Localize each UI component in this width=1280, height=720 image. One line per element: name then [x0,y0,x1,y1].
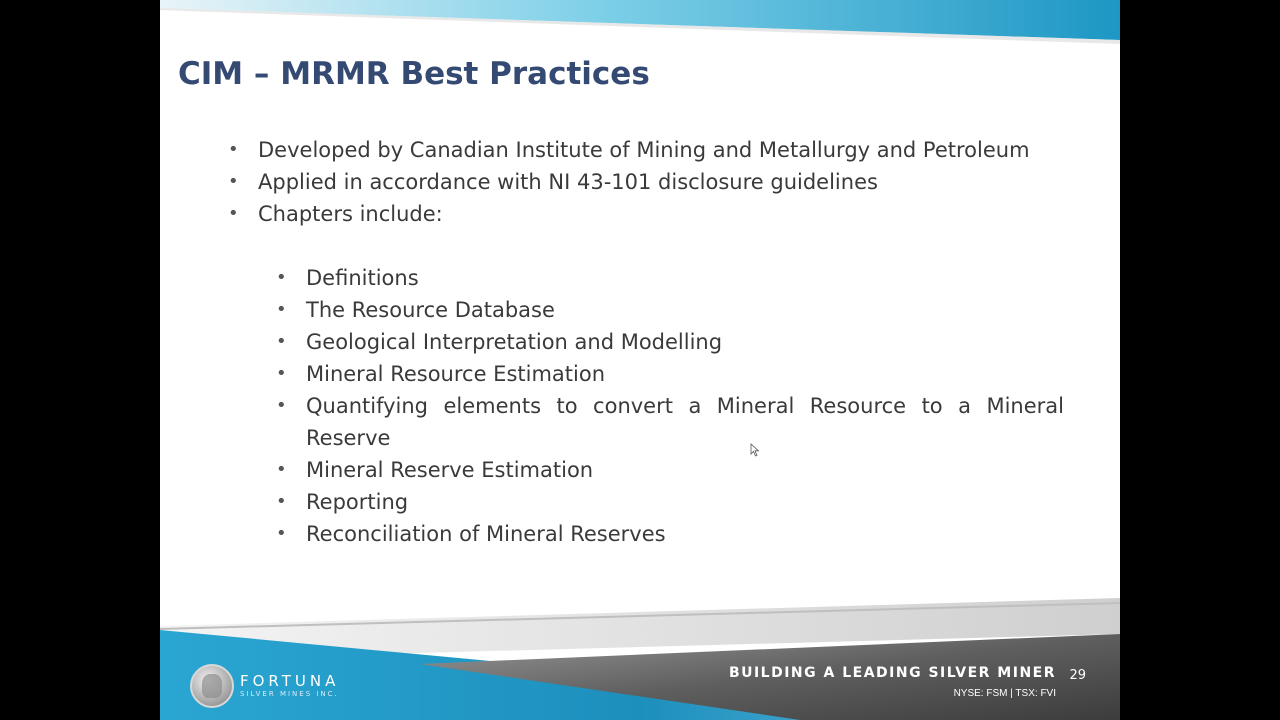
chapter-text: Geological Interpretation and Modelling [306,330,723,354]
bullet-dot: • [276,459,287,480]
chapter-item [276,294,1064,326]
chapter-text: Reconciliation of Mineral Reserves [306,522,666,546]
chapter-text: Reporting [306,490,409,514]
chapter-item [276,358,1064,390]
bullet-text: Applied in accordance with NI 43-101 disclosure guidelines [258,170,878,194]
bullet-text: Chapters include: [258,202,443,226]
top-decorative-band [160,0,1120,48]
main-bullet-list [228,134,1068,230]
mouse-pointer-icon [750,443,760,457]
bullet-dot: • [228,139,239,160]
bullet-dot: • [228,203,239,224]
chapter-item [276,486,1064,518]
fortuna-coin-logo-icon [190,664,234,708]
slide-title: CIM – MRMR Best Practices [178,56,650,92]
chapter-item [276,262,1064,294]
bullet-dot: • [276,523,287,544]
chapter-item [276,390,1064,454]
bullet-dot: • [276,491,287,512]
bullet-item [228,166,1068,198]
chapter-item [276,326,1064,358]
chapter-text: Quantifying elements to convert a Mineral Resource to a Mineral Reserve [306,394,1064,450]
chapters-list [276,262,1064,550]
bullet-dot: • [228,171,239,192]
footer-tagline: BUILDING A LEADING SILVER MINER [728,665,1056,681]
chapter-text: Mineral Resource Estimation [306,362,606,386]
bullet-dot: • [276,299,287,320]
chapter-text: Mineral Reserve Estimation [306,458,594,482]
brand-name: FORTUNA [240,672,340,690]
bullet-text: Developed by Canadian Institute of Mining and Metallurgy and Petroleum [258,138,1030,162]
chapter-item [276,454,1064,486]
slide-number: 29 [1069,668,1086,683]
bullet-item [228,198,1068,230]
bottom-decorative-band [160,590,1120,720]
stock-tickers: NYSE: FSM | TSX: FVI [953,688,1056,699]
bullet-dot: • [276,395,287,416]
bullet-item [228,134,1068,166]
chapter-text: Definitions [306,266,419,290]
bullet-dot: • [276,331,287,352]
slide [160,0,1120,720]
chapter-text: The Resource Database [306,298,555,322]
bullet-dot: • [276,267,287,288]
bullet-dot: • [276,363,287,384]
coin-figure [202,674,222,698]
brand-subtitle: SILVER MINES INC. [240,690,339,698]
chapter-item [276,518,1064,550]
